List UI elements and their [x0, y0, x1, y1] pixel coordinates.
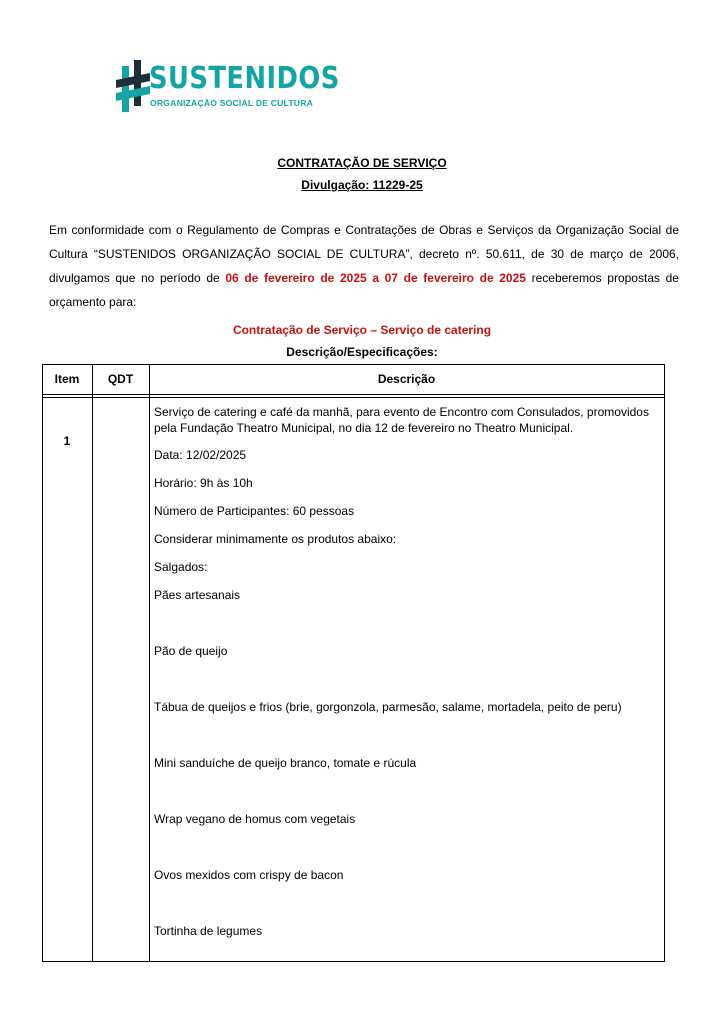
product-item: Mini sanduíche de queijo branco, tomate e rúcula	[154, 756, 417, 770]
product-item: Tábua de queijos e frios (brie, gorgonzola, parmesão, salame, mortadela, peito de peru)	[154, 700, 622, 714]
intro-paragraph	[49, 218, 679, 314]
product-item: Wrap vegano de homus com vegetais	[154, 812, 356, 826]
logo-wordmark: SUSTENIDOS	[149, 61, 340, 96]
description-intro: Serviço de catering e café da manhã, para evento de Encontro com Consulados, promovidos pela Fundação Theatro Municipal, no dia 12 de fevereiro no Theatro Municipal.	[154, 405, 649, 435]
specification-table	[42, 364, 665, 962]
table-header-divider	[42, 394, 665, 395]
table-header-divider-2	[42, 397, 665, 398]
section-title: Contratação de Serviço – Serviço de catering	[232, 323, 492, 337]
table-border-right	[664, 364, 665, 962]
document-title: CONTRATAÇÃO DE SERVIÇO	[277, 156, 447, 170]
product-item: Pão de queijo	[154, 644, 228, 658]
header-description: Descrição	[377, 372, 436, 386]
item-description	[154, 404, 659, 938]
detail-line: Salgados:	[154, 560, 208, 574]
hash-logo-icon	[116, 58, 150, 114]
product-item: Pães artesanais	[154, 588, 241, 602]
product-item: Tortinha de legumes	[154, 924, 263, 938]
header-item: Item	[54, 372, 80, 386]
detail-line: Horário: 9h às 10h	[154, 476, 253, 490]
section-subtitle: Descrição/Especificações:	[286, 345, 438, 359]
header-qty: QDT	[107, 372, 134, 386]
intro-text-start: Em conformidade com o Regulamento de Compras e Contratações de Obras e Serviços da Organização Social de Cultura “SUSTENIDOS ORGANIZAÇÃO SOCIAL DE CULTURA”, decreto nº. 50.611, de 30 de março de 2006, divulgamos que no período de	[49, 223, 679, 285]
item-number: 1	[63, 434, 71, 448]
product-item: Ovos mexidos com crispy de bacon	[154, 868, 344, 882]
table-border-bottom	[42, 961, 665, 962]
detail-line: Número de Participantes: 60 pessoas	[154, 504, 355, 518]
table-col-divider-1	[92, 364, 93, 962]
sustenidos-logo	[116, 58, 340, 114]
table-col-divider-2	[149, 364, 150, 962]
proposal-period: 06 de fevereiro de 2025 a 07 de fevereiro de 2025	[225, 271, 526, 285]
logo-subtitle: ORGANIZAÇÃO SOCIAL DE CULTURA	[150, 98, 314, 108]
detail-line: Data: 12/02/2025	[154, 448, 247, 462]
disclosure-number: Divulgação: 11229-25	[301, 178, 423, 192]
table-border-left	[42, 364, 43, 962]
details-list	[154, 448, 659, 574]
intro-text-end: receberemos propostas de orçamento para:	[49, 271, 679, 309]
detail-line: Considerar minimamente os produtos abaixo:	[154, 532, 397, 546]
products-list	[154, 588, 659, 938]
